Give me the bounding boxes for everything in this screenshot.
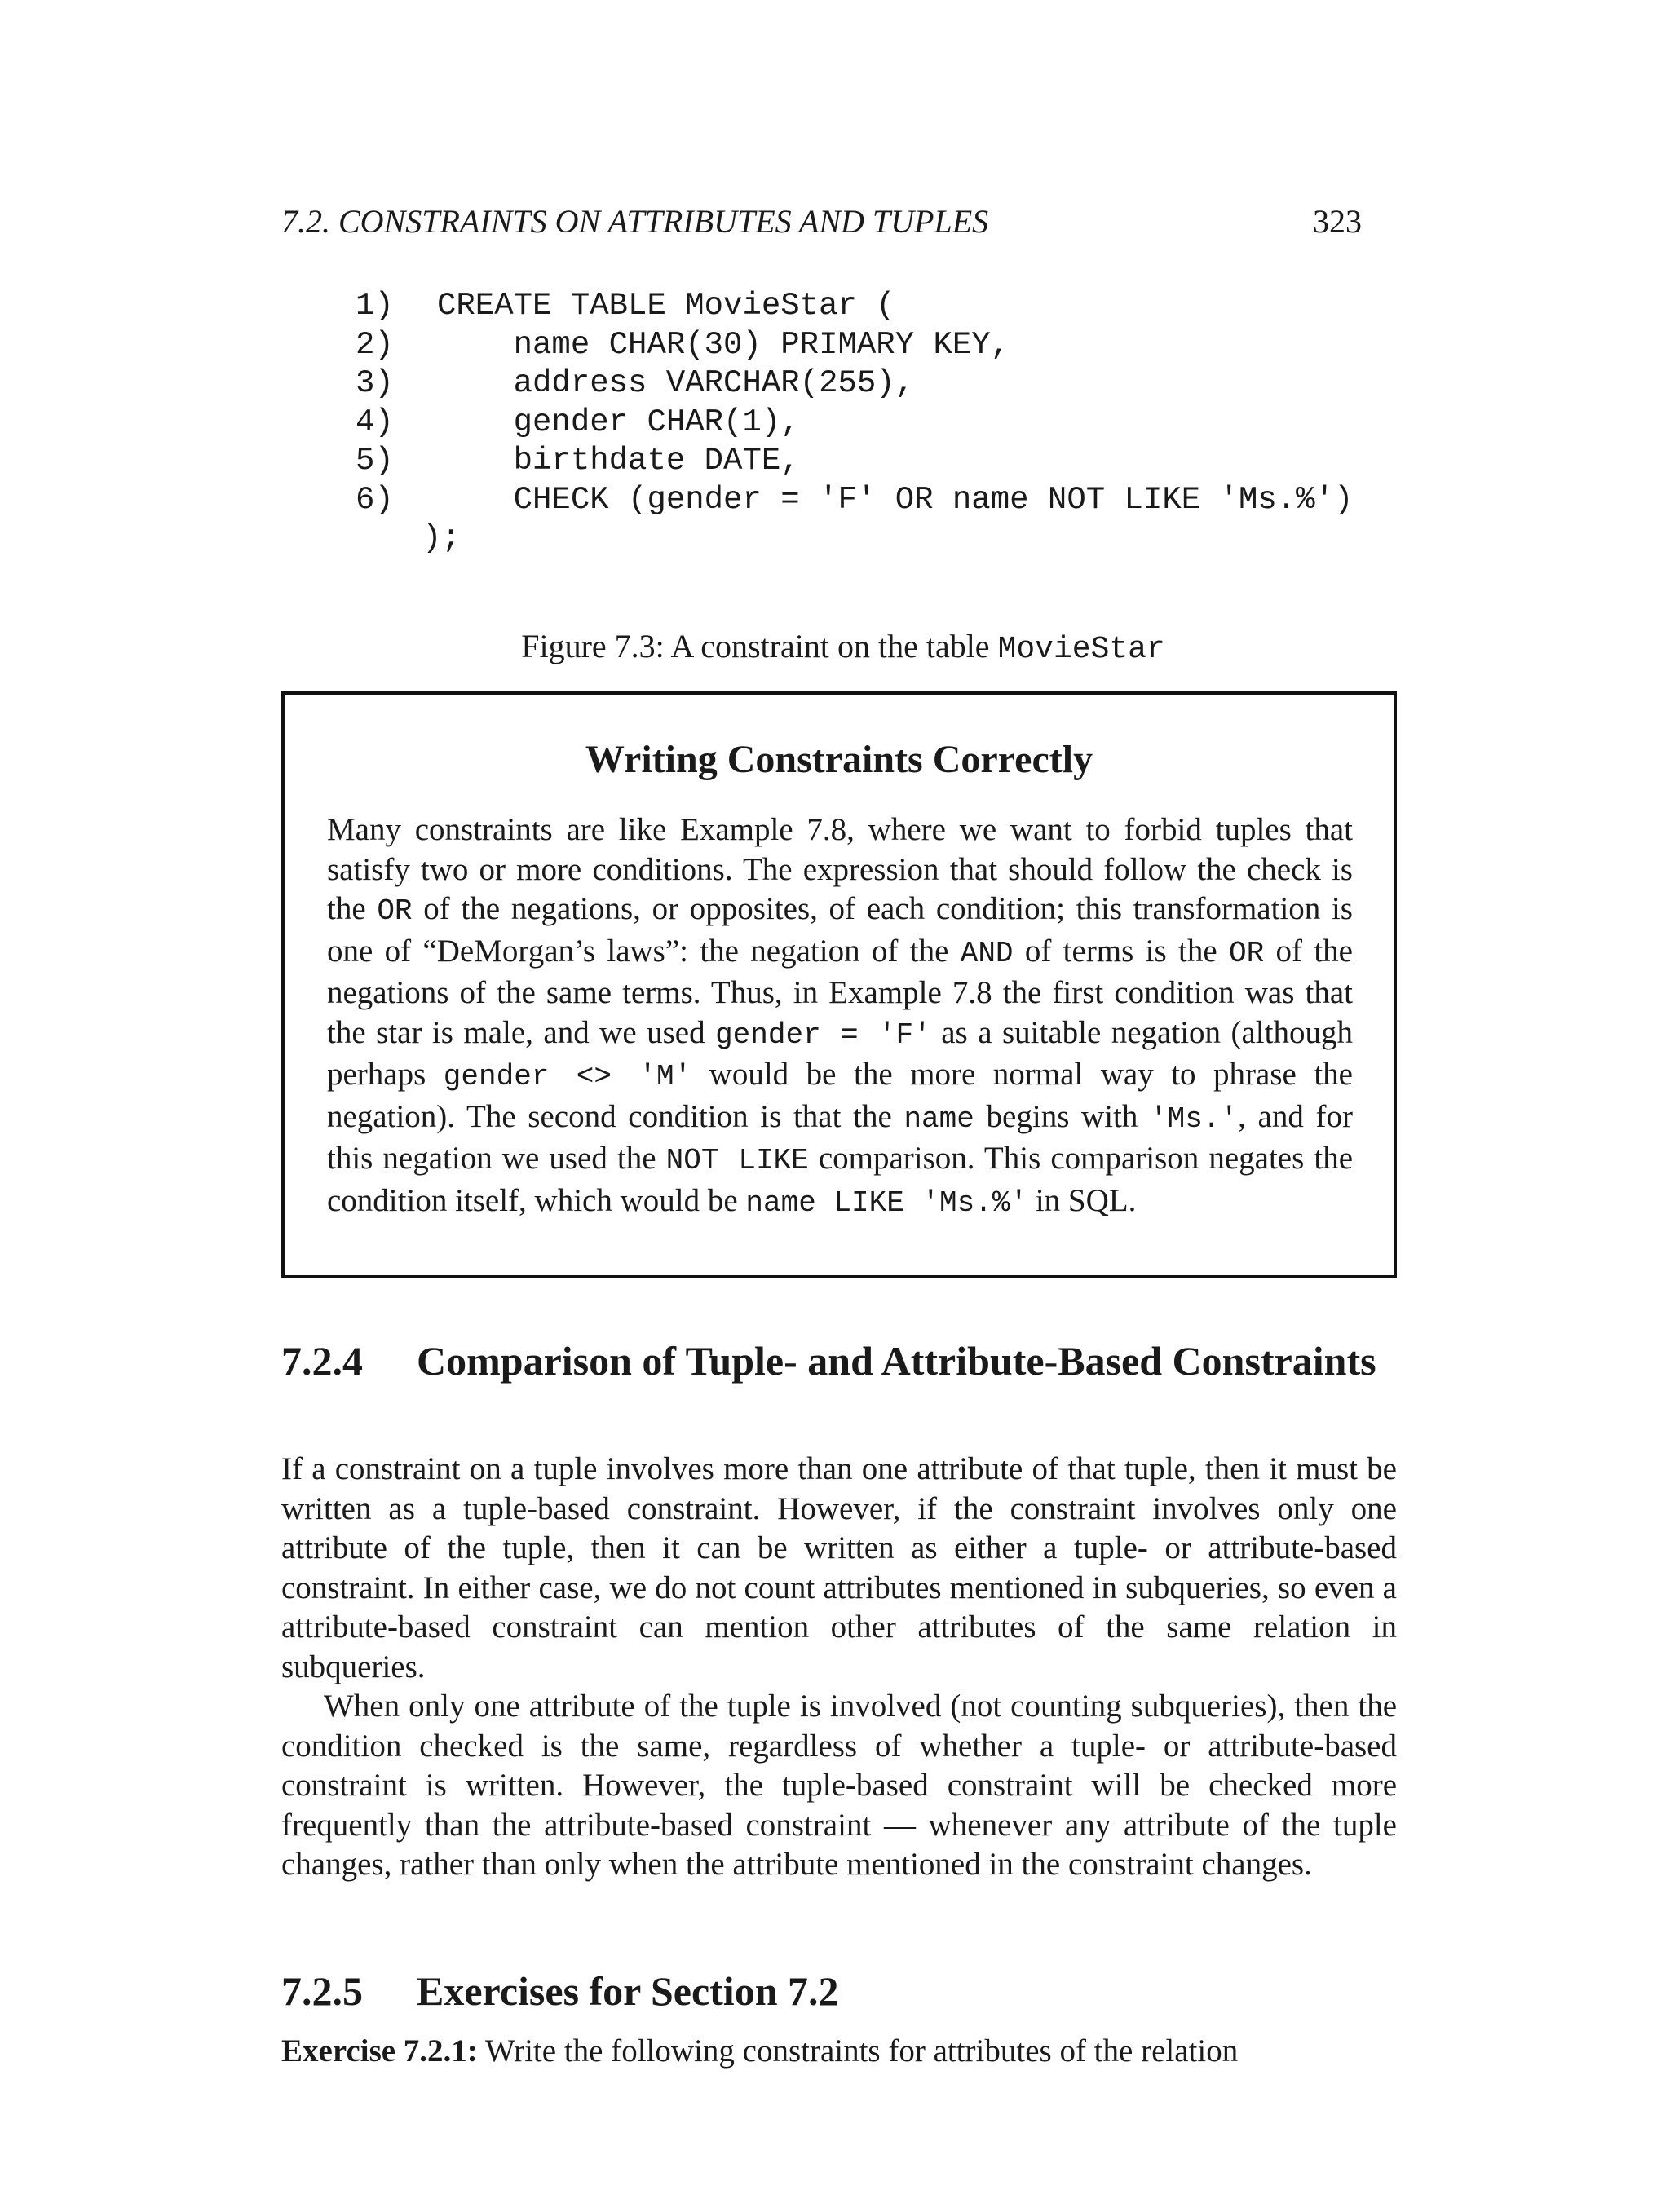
inline-code: gender <> 'M' bbox=[443, 1060, 692, 1093]
code-listing bbox=[356, 287, 1353, 559]
section-number: 7.2.4 bbox=[281, 1338, 363, 1384]
sidebar-text: comparison. This comparison negates the condition itself, which would be bbox=[327, 1141, 1354, 1218]
exercise-paragraph bbox=[281, 2032, 1397, 2072]
inline-code: 'Ms.' bbox=[1150, 1102, 1239, 1136]
code-line bbox=[356, 442, 1353, 481]
sidebar-title: Writing Constraints Correctly bbox=[585, 738, 1093, 781]
sidebar-text: of the negations of the same terms. Thus, in Example 7.8 the first condition was that the star is male, and we used bbox=[327, 933, 1353, 1050]
page-number: 323 bbox=[1313, 203, 1362, 240]
section-title: Comparison of Tuple- and Attribute-Based Constraints bbox=[417, 1338, 1376, 1384]
sidebar-text: Many constraints are like Example 7.8, where we want to forbid tuples that satisfy two or more conditions. The expression that should follow the check is the bbox=[327, 812, 1353, 926]
code-line bbox=[356, 287, 1353, 326]
sidebar-text: of the negations, or opposites, of each condition; this transformation is one of “DeMorgan’s laws”: the negation of the bbox=[327, 891, 1353, 969]
caption-code: MovieStar bbox=[997, 632, 1165, 667]
sidebar-text: , and for this negation we used the bbox=[327, 1098, 1353, 1176]
inline-code: AND bbox=[960, 936, 1014, 970]
inline-code: OR bbox=[377, 894, 413, 928]
sidebar-box bbox=[281, 691, 1397, 1278]
sidebar-text: begins with bbox=[974, 1098, 1151, 1134]
code-text: address VARCHAR(255), bbox=[437, 365, 915, 401]
inline-code: NOT LIKE bbox=[665, 1144, 809, 1177]
inline-code: name bbox=[903, 1102, 974, 1136]
code-closing: ); bbox=[422, 520, 461, 556]
code-text: birthdate DATE, bbox=[437, 443, 800, 479]
caption-text: Figure 7.3: A constraint on the table bbox=[521, 628, 998, 664]
code-text: name CHAR(30) PRIMARY KEY, bbox=[437, 326, 1010, 363]
page-header bbox=[281, 202, 1362, 251]
line-number: 5) bbox=[356, 443, 394, 479]
inline-code: gender = 'F' bbox=[715, 1018, 931, 1052]
line-number: 3) bbox=[356, 365, 394, 401]
exercise-label: Exercise 7.2.1: bbox=[281, 2033, 478, 2069]
code-text: CREATE TABLE MovieStar ( bbox=[437, 288, 895, 324]
paragraph: When only one attribute of the tuple is involved (not counting subqueries), then the condition checked is the same, regardless of whether a tuple- or attribute-based constraint is written. However, the tuple-based constraint will be checked more frequently than the attribute-based constraint — whenever any attribute of the tuple changes, rather than only when the attribute mentioned in the constraint changes. bbox=[281, 1689, 1397, 1882]
line-number: 4) bbox=[356, 404, 394, 440]
sidebar-text: as a suitable negation (although perhaps bbox=[327, 1014, 1353, 1092]
code-line bbox=[356, 326, 1353, 365]
code-line bbox=[356, 404, 1353, 443]
sidebar-text: of terms is the bbox=[1013, 933, 1229, 969]
sidebar-text: would be the more normal way to phrase the negation). The second condition is that the bbox=[327, 1057, 1353, 1134]
exercise-text: Write the following constraints for attributes of the relation bbox=[477, 2033, 1239, 2069]
section-title: Exercises for Section 7.2 bbox=[417, 1968, 839, 2014]
sidebar-text: in SQL. bbox=[1027, 1182, 1137, 1218]
paragraph: If a constraint on a tuple involves more than one attribute of that tuple, then it must be written as a tuple-based constraint. However, if the constraint involves only one attribute of the tuple, then it can be written as either a tuple- or attribute-based constraint. In either case, we do not count attributes mentioned in subqueries, so even a attribute-based constraint can mention other attributes of the same relation in subqueries. bbox=[281, 1451, 1397, 1684]
line-number: 2) bbox=[356, 326, 394, 363]
code-text: CHECK (gender = 'F' OR name NOT LIKE 'Ms.%') bbox=[437, 481, 1354, 518]
sidebar-body bbox=[327, 810, 1353, 1223]
code-text: gender CHAR(1), bbox=[437, 404, 800, 440]
line-number: 6) bbox=[356, 481, 394, 518]
inline-code: OR bbox=[1228, 936, 1265, 970]
figure-caption bbox=[0, 627, 1670, 667]
code-line bbox=[356, 481, 1353, 520]
inline-code: name LIKE 'Ms.%' bbox=[745, 1185, 1028, 1220]
running-title: 7.2. CONSTRAINTS ON ATTRIBUTES AND TUPLES bbox=[281, 203, 989, 240]
line-number: 1) bbox=[356, 288, 394, 324]
code-line bbox=[356, 364, 1353, 404]
section-number: 7.2.5 bbox=[281, 1968, 363, 2014]
section-724-body bbox=[281, 1450, 1397, 1885]
